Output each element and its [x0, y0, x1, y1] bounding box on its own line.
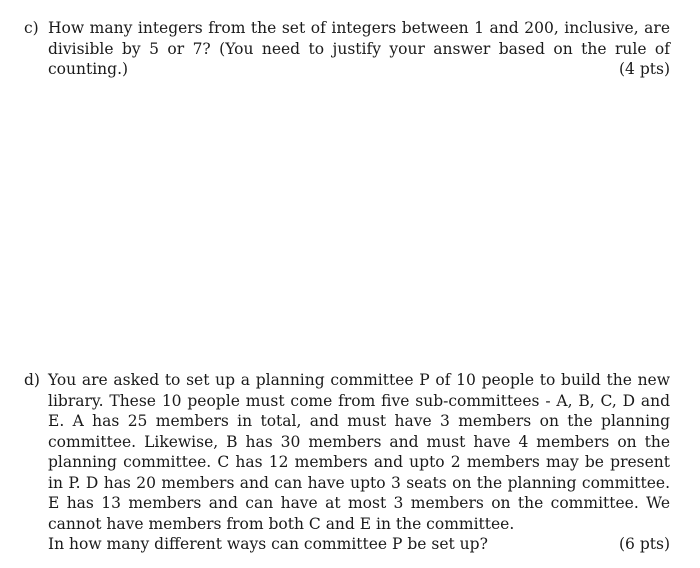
problem-c [24, 18, 670, 80]
problem-d-question: In how many different ways can committee P be set up? [48, 535, 488, 553]
problem-c-points: (4 pts) [619, 60, 670, 78]
problem-d-points: (6 pts) [619, 535, 670, 553]
problem-d [24, 370, 670, 555]
problem-c-label: c) [24, 19, 39, 37]
problem-d-text: You are asked to set up a planning committee P of 10 people to build the new library. These 10 people must come from five sub-committees - A, B, C, D and E. A has 25 members in total, and must have 3 members on the planning committee. Likewise, B has 30 members and must have 4 members on the planning committee. C has 12 members and upto 2 members may be present in P. D has 20 members and can have upto 3 seats on the planning committee. E has 13 members and can have at most 3 members on the committee. We cannot have members from both C and E in the committee. [48, 371, 670, 533]
problem-c-text: How many integers from the set of integers between 1 and 200, inclusive, are divisible by 5 or 7? (You need to justify your answer based on the rule of counting.) [48, 19, 670, 78]
problem-d-label: d) [24, 371, 40, 389]
